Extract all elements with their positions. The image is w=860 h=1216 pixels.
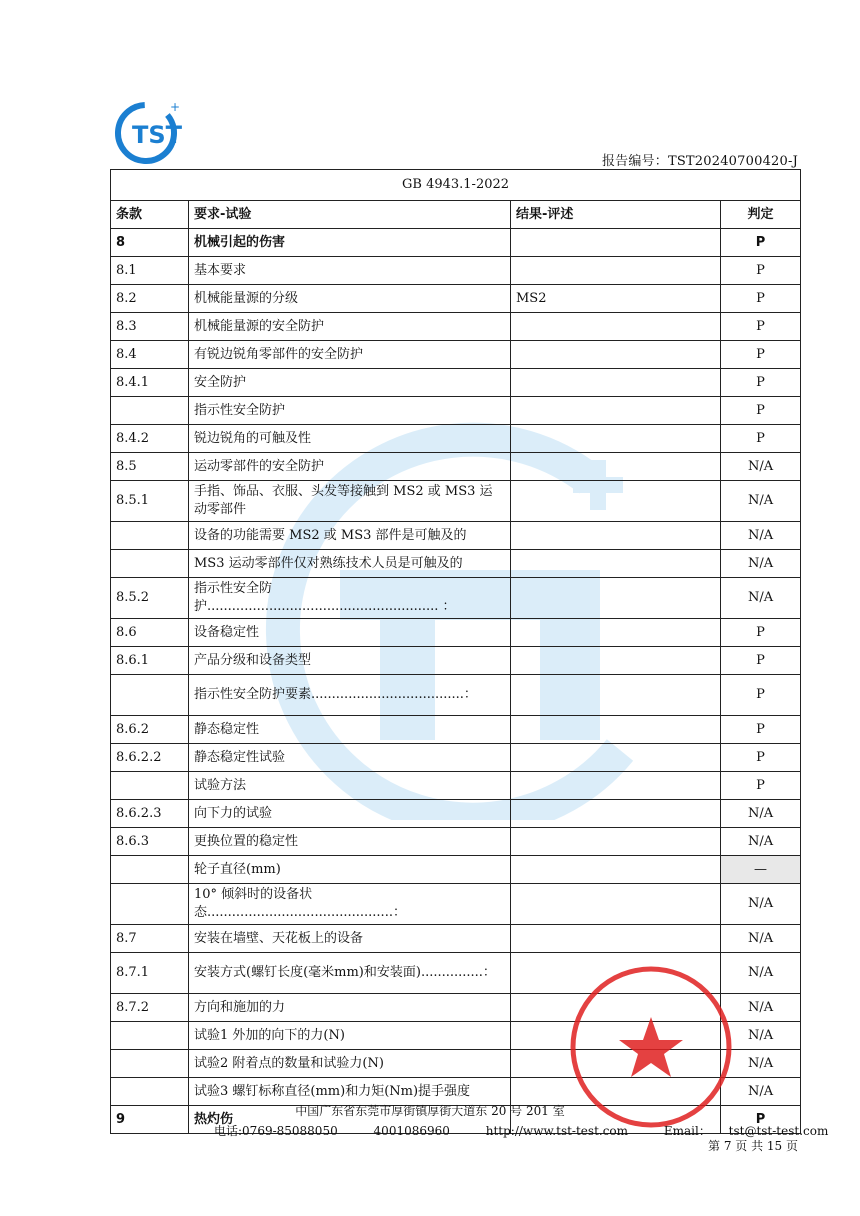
verdict-cell: P <box>721 675 801 716</box>
result-cell <box>511 481 721 522</box>
table-row <box>111 828 801 856</box>
table-row <box>111 884 801 925</box>
verdict-cell: P <box>721 1106 801 1134</box>
verdict-cell: P <box>721 257 801 285</box>
table-row <box>111 647 801 675</box>
clause-cell: 8.6.3 <box>111 828 189 856</box>
col-header-result: 结果-评述 <box>511 201 721 229</box>
footer-website[interactable]: http://www.tst-test.com <box>485 1124 629 1138</box>
verdict-cell: P <box>721 647 801 675</box>
table-row <box>111 856 801 884</box>
verdict-cell: N/A <box>721 1022 801 1050</box>
clause-cell: 8 <box>111 229 189 257</box>
result-cell <box>511 925 721 953</box>
requirement-cell: 方向和施加的力 <box>189 994 511 1022</box>
verdict-cell: N/A <box>721 828 801 856</box>
footer-email[interactable]: Email： tst@tst-test.com <box>663 1124 829 1138</box>
requirement-cell: 试验1 外加的向下的力(N) <box>189 1022 511 1050</box>
clause-cell <box>111 856 189 884</box>
requirement-cell: 10° 倾斜时的设备状态.............................................： <box>189 884 511 925</box>
result-cell <box>511 744 721 772</box>
requirement-cell: 运动零部件的安全防护 <box>189 453 511 481</box>
result-cell: MS2 <box>511 285 721 313</box>
clause-cell: 8.7 <box>111 925 189 953</box>
requirement-cell: 静态稳定性 <box>189 716 511 744</box>
requirement-cell: 更换位置的稳定性 <box>189 828 511 856</box>
verdict-cell: N/A <box>721 800 801 828</box>
result-cell <box>511 257 721 285</box>
clause-cell: 9 <box>111 1106 189 1134</box>
table-row <box>111 481 801 522</box>
verdict-cell: P <box>721 772 801 800</box>
verdict-cell: P <box>721 369 801 397</box>
result-cell <box>511 828 721 856</box>
table-row <box>111 397 801 425</box>
table-row <box>111 341 801 369</box>
page-number: 第 7 页 共 15 页 <box>708 1139 798 1153</box>
requirement-cell: 锐边锐角的可触及性 <box>189 425 511 453</box>
table-row <box>111 229 801 257</box>
verdict-cell: N/A <box>721 453 801 481</box>
requirement-cell: 安全防护 <box>189 369 511 397</box>
tst-logo-icon <box>112 95 184 167</box>
table-row <box>111 369 801 397</box>
col-header-verdict: 判定 <box>721 201 801 229</box>
table-row <box>111 313 801 341</box>
clause-cell <box>111 772 189 800</box>
requirement-cell: 轮子直径(mm) <box>189 856 511 884</box>
clause-cell: 8.2 <box>111 285 189 313</box>
col-header-requirement: 要求-试验 <box>189 201 511 229</box>
table-row <box>111 285 801 313</box>
result-cell <box>511 229 721 257</box>
verdict-cell: P <box>721 716 801 744</box>
result-cell <box>511 884 721 925</box>
clause-cell <box>111 884 189 925</box>
verdict-cell: N/A <box>721 522 801 550</box>
result-cell <box>511 341 721 369</box>
verdict-cell: P <box>721 229 801 257</box>
table-row <box>111 522 801 550</box>
requirement-cell: 安装在墙壁、天花板上的设备 <box>189 925 511 953</box>
footer-phone: 电话:0769-85088050 <box>214 1124 338 1138</box>
clause-cell: 8.7.2 <box>111 994 189 1022</box>
verdict-cell: P <box>721 744 801 772</box>
result-cell <box>511 369 721 397</box>
verdict-cell: N/A <box>721 925 801 953</box>
requirement-cell: 向下力的试验 <box>189 800 511 828</box>
clause-cell: 8.1 <box>111 257 189 285</box>
table-row <box>111 800 801 828</box>
requirement-cell: 设备的功能需要 MS2 或 MS3 部件是可触及的 <box>189 522 511 550</box>
clause-cell <box>111 1050 189 1078</box>
verdict-cell: P <box>721 285 801 313</box>
requirement-cell: 热灼伤 <box>189 1106 511 1134</box>
requirement-cell: 手指、饰品、衣服、头发等接触到 MS2 或 MS3 运动零部件 <box>189 481 511 522</box>
requirement-cell: 指示性安全防护要素.....................................： <box>189 675 511 716</box>
result-cell <box>511 716 721 744</box>
clause-cell <box>111 675 189 716</box>
clause-cell <box>111 397 189 425</box>
report-number: 报告编号：TST20240700420-J <box>601 154 798 169</box>
clause-cell <box>111 550 189 578</box>
requirement-cell: 有锐边锐角零部件的安全防护 <box>189 341 511 369</box>
clause-cell: 8.5 <box>111 453 189 481</box>
table-row <box>111 772 801 800</box>
verdict-cell: N/A <box>721 994 801 1022</box>
requirement-cell: 机械引起的伤害 <box>189 229 511 257</box>
clause-cell: 8.7.1 <box>111 953 189 994</box>
clause-cell: 8.5.1 <box>111 481 189 522</box>
verdict-cell: P <box>721 341 801 369</box>
verdict-cell: N/A <box>721 1050 801 1078</box>
verdict-cell: P <box>721 397 801 425</box>
clause-cell: 8.6.2 <box>111 716 189 744</box>
result-cell <box>511 453 721 481</box>
requirement-cell: 机械能量源的分级 <box>189 285 511 313</box>
verdict-cell: P <box>721 425 801 453</box>
clause-cell <box>111 522 189 550</box>
requirement-cell: MS3 运动零部件仅对熟练技术人员是可触及的 <box>189 550 511 578</box>
requirement-cell: 指示性安全防护 <box>189 397 511 425</box>
requirement-cell: 产品分级和设备类型 <box>189 647 511 675</box>
table-row <box>111 925 801 953</box>
clause-cell: 8.3 <box>111 313 189 341</box>
table-row <box>111 550 801 578</box>
table-row <box>111 619 801 647</box>
table-row <box>111 716 801 744</box>
result-cell <box>511 800 721 828</box>
clause-cell: 8.6.2.3 <box>111 800 189 828</box>
clause-cell: 8.5.2 <box>111 578 189 619</box>
requirement-cell: 静态稳定性试验 <box>189 744 511 772</box>
verdict-cell: N/A <box>721 884 801 925</box>
table-row <box>111 578 801 619</box>
result-cell <box>511 619 721 647</box>
verdict-cell: — <box>721 856 801 884</box>
clause-cell: 8.4.2 <box>111 425 189 453</box>
verdict-cell: N/A <box>721 550 801 578</box>
footer-address: 中国广东省东莞市厚街镇厚街大道东 20 号 201 室 <box>295 1104 565 1118</box>
table-row <box>111 425 801 453</box>
verdict-cell: N/A <box>721 1078 801 1106</box>
clause-cell: 8.4 <box>111 341 189 369</box>
svg-text:TST: TST <box>132 121 183 149</box>
verdict-cell: N/A <box>721 481 801 522</box>
clause-cell: 8.6.2.2 <box>111 744 189 772</box>
verdict-cell: P <box>721 619 801 647</box>
result-cell <box>511 425 721 453</box>
table-row <box>111 675 801 716</box>
result-cell <box>511 397 721 425</box>
result-cell <box>511 675 721 716</box>
requirement-cell: 基本要求 <box>189 257 511 285</box>
requirement-cell: 指示性安全防护........................................................ ： <box>189 578 511 619</box>
requirement-cell: 安装方式(螺钉长度(毫米mm)和安装面)...............： <box>189 953 511 994</box>
standard-title: GB 4943.1-2022 <box>111 170 801 201</box>
clause-cell: 8.4.1 <box>111 369 189 397</box>
requirement-cell: 试验方法 <box>189 772 511 800</box>
clause-cell: 8.6 <box>111 619 189 647</box>
result-cell <box>511 313 721 341</box>
footer-hotline: 4001086960 <box>373 1124 450 1138</box>
verdict-cell: N/A <box>721 578 801 619</box>
table-row <box>111 257 801 285</box>
table-row <box>111 453 801 481</box>
clause-cell: 8.6.1 <box>111 647 189 675</box>
col-header-clause: 条款 <box>111 201 189 229</box>
result-cell <box>511 550 721 578</box>
result-cell <box>511 578 721 619</box>
requirement-cell: 试验2 附着点的数量和试验力(N) <box>189 1050 511 1078</box>
result-cell <box>511 647 721 675</box>
clause-cell <box>111 1022 189 1050</box>
svg-text:+: + <box>170 100 181 114</box>
requirement-cell: 试验3 螺钉标称直径(mm)和力矩(Nm)提手强度 <box>189 1078 511 1106</box>
result-cell <box>511 522 721 550</box>
requirement-cell: 设备稳定性 <box>189 619 511 647</box>
requirement-cell: 机械能量源的安全防护 <box>189 313 511 341</box>
result-cell <box>511 772 721 800</box>
verdict-cell: N/A <box>721 953 801 994</box>
verdict-cell: P <box>721 313 801 341</box>
result-cell <box>511 856 721 884</box>
table-row <box>111 744 801 772</box>
